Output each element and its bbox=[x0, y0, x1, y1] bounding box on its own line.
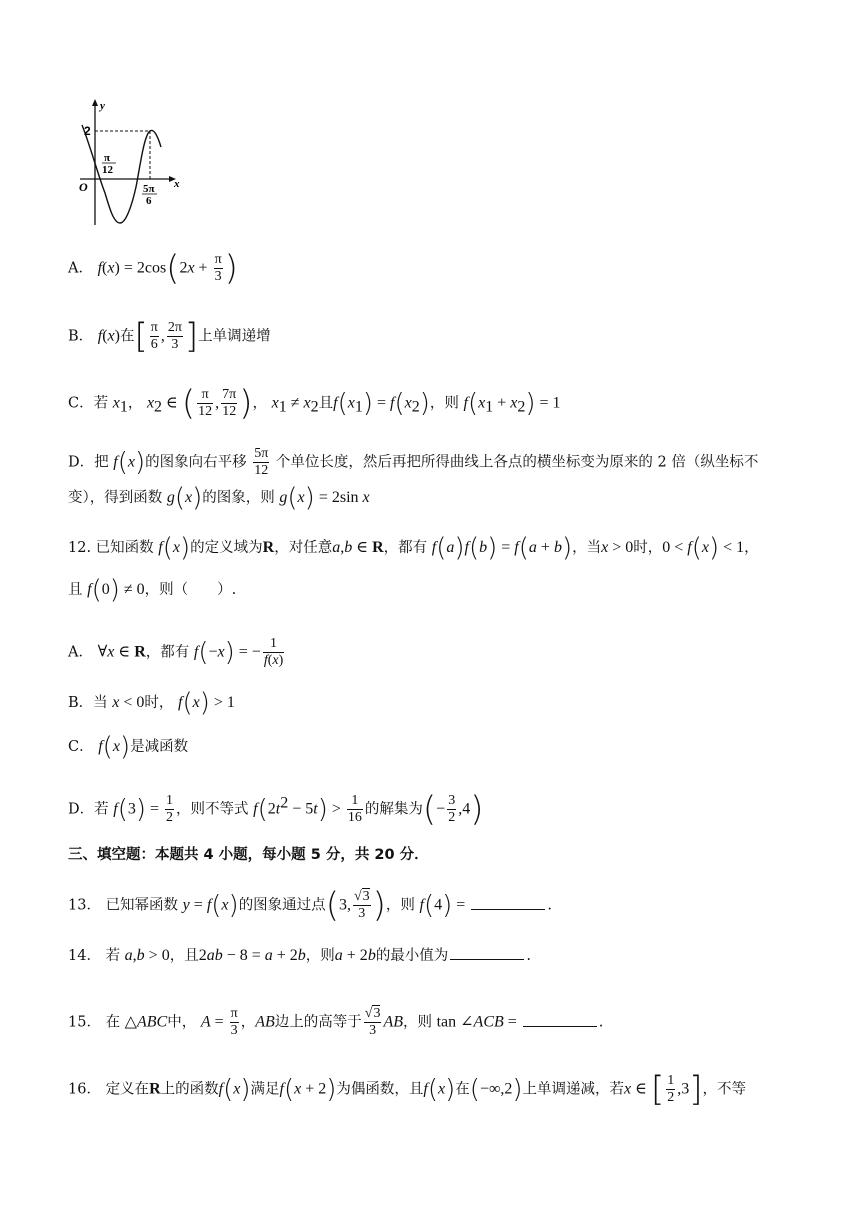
q11-option-b-text: 上单调递增 bbox=[198, 328, 271, 345]
q12-option-c: C． f(x)是减函数 bbox=[68, 732, 189, 762]
q13-text1: 已知幂函数 bbox=[105, 897, 179, 914]
q12-text7: 且 bbox=[68, 582, 83, 598]
q11-option-d-label: D．把 bbox=[68, 454, 109, 471]
q12-option-d-label: D．若 bbox=[68, 801, 109, 818]
x-tick2-denominator: 6 bbox=[146, 195, 152, 207]
q11-option-a: A． f(x) = 2cos(2x + $\frac{\pi}{3}$ ) bbox=[68, 248, 238, 289]
fraction: $\frac{\pi}{12}$ bbox=[198, 387, 213, 419]
q12-option-a-text: ，都有 bbox=[145, 644, 190, 661]
q13: 13． 已知幂函数 y = f(x)的图象通过点(3, $\frac{√3}{3}$ )，则 f(4) = . bbox=[68, 885, 552, 926]
q11-option-b: B． f(x)在[ $\frac{\pi}{6}$ , $\frac{2\pi}{3}$ ]上单调递增 bbox=[68, 316, 271, 357]
q12-text3: 对任意 bbox=[288, 540, 333, 556]
q11-option-d-text3: 变），得到函数 bbox=[68, 490, 163, 506]
q15-text4: 边上的高等于 bbox=[274, 1014, 362, 1031]
q15: 15． 在 △ABC中， A = $\frac{\pi}{3}$ ，AB边上的高等于 $\frac{√3}{3}$ AB，则 tan ∠ACB = . bbox=[68, 1006, 604, 1038]
q12-option-b-label: B．当 bbox=[68, 695, 108, 711]
q12-text1: 已知函数 bbox=[95, 540, 154, 556]
y-axis-label: y bbox=[100, 100, 105, 112]
q12-option-c-text: 是减函数 bbox=[130, 739, 189, 755]
q12-stem: 12. 已知函数 f(x)的定义域为R，对任意a,b ∈ R，都有 f(a)f(b) = f(a + b)，当x > 0时，0 < f(x) < 1， bbox=[68, 533, 759, 563]
q13-number: 13． bbox=[68, 897, 101, 914]
q16-text4: 为偶函数，且 bbox=[336, 1081, 424, 1098]
sine-graph-figure bbox=[70, 95, 190, 235]
q11-option-c-then: ，则 bbox=[429, 395, 459, 412]
fraction: $\frac{√3}{3}$ bbox=[364, 1006, 381, 1038]
x-tick1-numerator: π bbox=[104, 152, 111, 164]
q13-text2: 的图象通过点 bbox=[238, 897, 326, 914]
q12-option-d-text2: 的解集为 bbox=[364, 801, 423, 818]
q13-text3: ，则 bbox=[385, 897, 415, 914]
q11-option-c-label: C．若 bbox=[68, 395, 109, 412]
q15-text1: 在 bbox=[105, 1014, 121, 1031]
fraction: $\frac{1}{2}$ bbox=[166, 793, 174, 825]
q12-text5: ，当 bbox=[572, 540, 602, 556]
q11-option-c: C．若 $x_1$， $x_2$ ∈ ( $\frac{\pi}{12}$ , $\frac{7\pi}{12}$ )， $x_1 \ne x_2$且$f(x_1) = f(x_2)$，则 $f(x_1 + x_2) = 1$ bbox=[68, 383, 561, 424]
q12-option-b-text: 时， bbox=[144, 695, 174, 711]
q12-text6: 时， bbox=[633, 540, 663, 556]
q14-number: 14． bbox=[68, 948, 101, 964]
q16-number: 16． bbox=[68, 1081, 101, 1098]
q12-number: 12. bbox=[68, 540, 92, 556]
fraction: $\frac{1}{f(x)}$ bbox=[263, 636, 284, 668]
q12-option-b: B．当 x < 0时， f(x) > 1 bbox=[68, 688, 235, 718]
q11-option-c-and: 且 bbox=[318, 395, 334, 412]
q14-text3: ，则 bbox=[305, 948, 335, 964]
q16-text2: 上的函数 bbox=[160, 1081, 219, 1098]
q16-text5: 在 bbox=[455, 1081, 470, 1098]
fraction: $\frac{\pi}{3}$ bbox=[230, 1006, 238, 1038]
q14-text1: 若 bbox=[105, 948, 121, 964]
q14-text2: ，且 bbox=[169, 948, 199, 964]
origin-label: O bbox=[79, 180, 88, 194]
fraction: $\frac{\pi}{3}$ bbox=[214, 252, 222, 284]
section-3-heading: 三、填空题：本题共 4 小题，每小题 5 分，共 20 分． bbox=[68, 847, 429, 863]
fraction: $\frac{3}{2}$ bbox=[448, 793, 456, 825]
answer-blank[interactable] bbox=[523, 1012, 597, 1027]
sine-curve bbox=[82, 125, 161, 223]
fraction: $\frac{2\pi}{3}$ bbox=[167, 320, 182, 352]
x-axis-label: x bbox=[174, 178, 180, 190]
fraction: $\frac{√3}{3}$ bbox=[353, 889, 370, 921]
x-tick2-numerator: 5π bbox=[143, 183, 155, 195]
q11-option-b-label: B． bbox=[68, 328, 94, 345]
q15-text5: ，则 bbox=[402, 1014, 432, 1031]
q12-text8: ，则（ ）. bbox=[144, 582, 237, 598]
q12-stem-cont: 且 f(0) ≠ 0，则（ ）. bbox=[68, 575, 237, 605]
q14-text4: 的最小值为 bbox=[375, 948, 449, 964]
q15-number: 15． bbox=[68, 1014, 101, 1031]
q15-text2: 中， bbox=[167, 1014, 197, 1031]
fraction: $\frac{7\pi}{12}$ bbox=[222, 387, 237, 419]
q11-option-a-label: A． bbox=[68, 260, 93, 277]
q16: 16． 定义在R上的函数f(x)满足f(x + 2)为偶函数，且f(x)在(−∞,2)上单调递减，若x ∈ [ $\frac{1}{2}$ ,3]，不等 bbox=[68, 1069, 747, 1110]
q12-option-a-label: A． bbox=[68, 644, 93, 661]
q12-option-d-text1: ，则不等式 bbox=[176, 801, 249, 818]
fraction: $\frac{1}{2}$ bbox=[667, 1073, 675, 1105]
q11-option-d-text4: 的图象，则 bbox=[202, 490, 275, 506]
x-tick1-denominator: 12 bbox=[102, 164, 113, 176]
answer-blank[interactable] bbox=[450, 945, 524, 960]
q14: 14． 若 a,b > 0，且2ab − 8 = a + 2b，则a + 2b的最小值为 . bbox=[68, 947, 531, 964]
q12-text4: ，都有 bbox=[383, 540, 428, 556]
q16-text7: ，不等 bbox=[702, 1081, 747, 1098]
q16-text6: 上单调递减，若 bbox=[522, 1081, 625, 1098]
q15-text3: ， bbox=[240, 1014, 256, 1031]
q16-text3: 满足 bbox=[250, 1081, 280, 1098]
fraction: $\frac{5\pi}{12}$ bbox=[254, 446, 269, 478]
q11-option-d-cont: 变），得到函数 g(x)的图象，则 g(x) = 2sin x bbox=[68, 483, 370, 513]
q12-option-c-label: C． bbox=[68, 739, 94, 755]
y-axis-arrow bbox=[92, 99, 98, 106]
q16-text1: 定义在 bbox=[105, 1081, 150, 1098]
q11-option-d-text1: 的图象向右平移 bbox=[145, 454, 247, 471]
math-expr: f bbox=[97, 259, 103, 277]
fraction: $\frac{\pi}{6}$ bbox=[150, 320, 158, 352]
q11-option-d-text2: 个单位长度，然后再把所得曲线上各点的横坐标变为原来的 2 倍（纵坐标不 bbox=[275, 454, 759, 471]
q11-option-d: D．把 f(x)的图象向右平移 $\frac{5\pi}{12}$ 个单位长度，然后再把所得曲线上各点的横坐标变为原来的 2 倍（纵坐标不 bbox=[68, 446, 759, 478]
q12-option-d: D．若 f(3) = $\frac{1}{2}$ ，则不等式 $f(2t^2 - 5t)$ > $\frac{1}{16}$ 的解集为(− $\frac{3}{2}$ ,4) bbox=[68, 789, 484, 830]
fraction: $\frac{1}{16}$ bbox=[347, 793, 362, 825]
q12-text2: 的定义域为 bbox=[190, 540, 263, 556]
answer-blank[interactable] bbox=[471, 895, 545, 910]
q12-option-a: A． ∀x ∈ R，都有 f(−x) = − $\frac{1}{f(x)}$ bbox=[68, 636, 284, 668]
y-tick-label: 2 bbox=[84, 124, 91, 138]
